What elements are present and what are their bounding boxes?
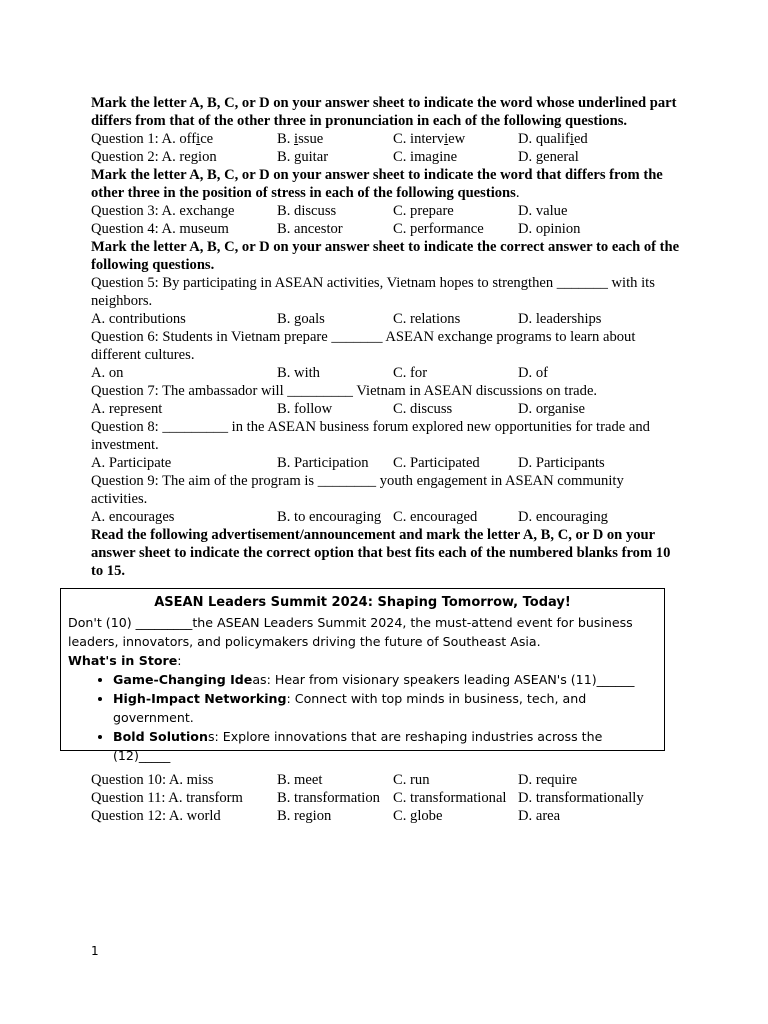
question-7-stem: Question 7: The ambassador will _________ Vietnam in ASEAN discussions on trade. xyxy=(91,383,598,399)
question-2 xyxy=(91,148,683,166)
ad-feature-item: • Bold Solutions: Explore innovations that are reshaping industries across the (12)_____ xyxy=(113,727,657,765)
q2-option-b: B. guitar xyxy=(277,149,329,165)
advertisement-box xyxy=(60,588,665,763)
question-10: Question 10: A. miss B. meet C. run D. require xyxy=(91,772,578,788)
question-8-options: A. Participate B. Participation C. Participated D. Participants xyxy=(91,455,605,471)
question-4: Question 4: A. museum B. ancestor C. performance D. opinion xyxy=(91,221,581,237)
question-9-stem: Question 9: The aim of the program is ________ youth engagement in ASEAN community activities. xyxy=(91,473,624,507)
ad-title: ASEAN Leaders Summit 2024: Shaping Tomorrow, Today! xyxy=(154,595,571,610)
ad-intro: Don't (10) _________the ASEAN Leaders Summit 2024, the must-attend event for business leaders, innovators, and policymakers driving the future of Southeast Asia. xyxy=(68,615,633,649)
question-6-stem: Question 6: Students in Vietnam prepare _______ ASEAN exchange programs to learn about different cultures. xyxy=(91,329,636,363)
question-11: Question 11: A. transform B. transformation C. transformational D. transformationally xyxy=(91,790,644,806)
ad-feature-item: • High-Impact Networking: Connect with top minds in business, tech, and government. xyxy=(113,689,657,727)
question-8-stem: Question 8: _________ in the ASEAN business forum explored new opportunities for trade and investment. xyxy=(91,419,650,453)
worksheet-body xyxy=(91,94,683,580)
ad-feature-item: • Game-Changing Ideas: Hear from visionary speakers leading ASEAN's (11)______ xyxy=(113,670,657,689)
question-5-stem: Question 5: By participating in ASEAN activities, Vietnam hopes to strengthen _______ with its neighbors. xyxy=(91,275,655,309)
question-7-options: A. represent B. follow C. discuss D. organise xyxy=(91,401,586,417)
question-1 xyxy=(91,130,683,148)
q1-option-a: Question 1: A. office xyxy=(91,131,214,147)
question-5-options: A. contributions B. goals C. relations D. leaderships xyxy=(91,311,602,327)
ad-questions xyxy=(91,771,691,825)
ad-store-heading: What's in Store: xyxy=(68,653,182,668)
ad-feature-list xyxy=(68,670,657,765)
question-12: Question 12: A. world B. region C. globe D. area xyxy=(91,808,561,824)
q1-option-b: B. issue xyxy=(277,131,324,147)
q1-option-c: C. interview xyxy=(393,131,466,147)
question-9-options: A. encourages B. to encouraging C. encouraged D. encouraging xyxy=(91,509,608,525)
question-3: Question 3: A. exchange B. discuss C. prepare D. value xyxy=(91,203,568,219)
section2-instruction: Mark the letter A, B, C, or D on your answer sheet to indicate the word that differs from the other three in the position of stress in each of the following questions. xyxy=(91,167,663,201)
q1-option-d: D. qualified xyxy=(518,131,588,147)
q2-option-a: Question 2: A. region xyxy=(91,149,217,165)
question-6-options: A. on B. with C. for D. of xyxy=(91,365,548,381)
page-number: 1 xyxy=(91,944,99,958)
section3-instruction: Mark the letter A, B, C, or D on your answer sheet to indicate the correct answer to each of the following questions. xyxy=(91,239,680,273)
section4-instruction: Read the following advertisement/announcement and mark the letter A, B, C, or D on your answer sheet to indicate the correct option that best fits each of the numbered blanks from 10 to 15. xyxy=(91,527,671,579)
q2-option-c: C. imagine xyxy=(393,149,458,165)
section1-instruction: Mark the letter A, B, C, or D on your answer sheet to indicate the word whose underlined part differs from that of the other three in pronunciation in each of the following questions. xyxy=(91,95,677,129)
q2-option-d: D. general xyxy=(518,149,579,165)
